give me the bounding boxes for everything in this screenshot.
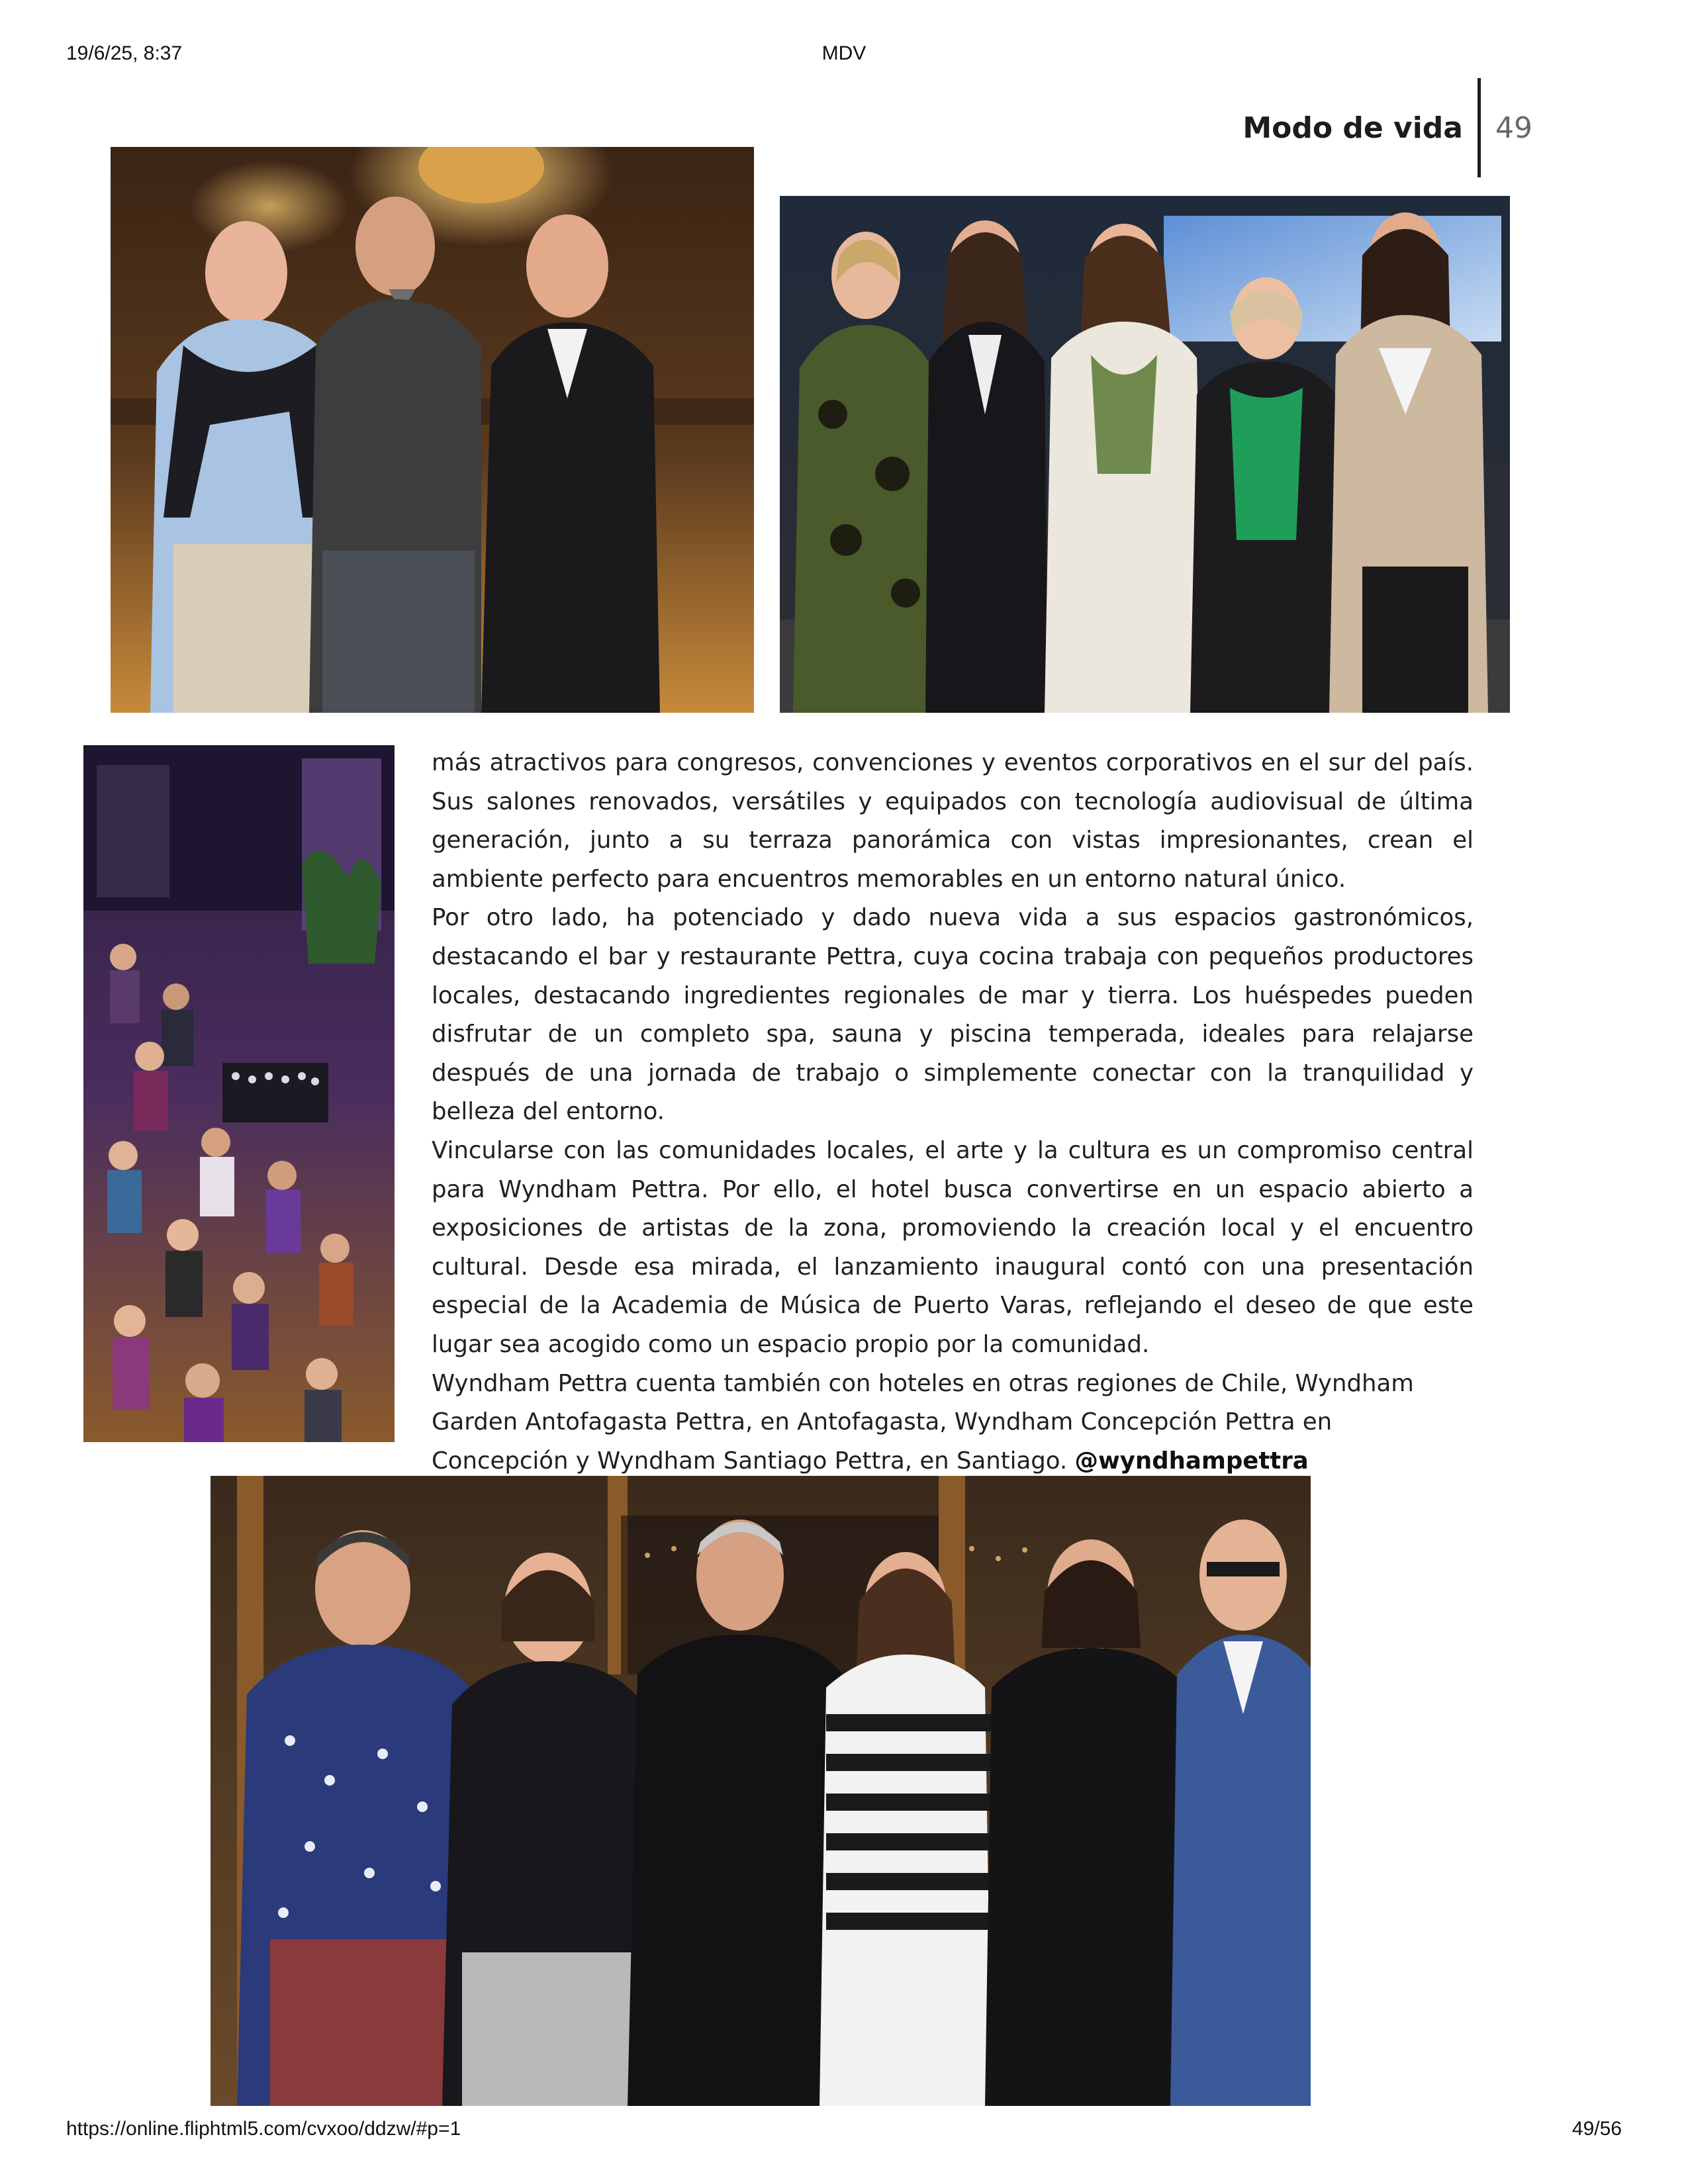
photo-event-crowd [83,745,395,1442]
article-closing-text: Wyndham Pettra cuenta también con hoteles en otras regiones de Chile, Wyndham Garden Antofagasta Pettra, en Antofagasta, Wyndham Concepción Pettra en Concepción y Wyndham Santiago Pettra, en Santiago. [432,1369,1414,1475]
browser-datetime: 19/6/25, 8:37 [66,42,183,64]
header-divider [1477,78,1481,177]
article-paragraph: Por otro lado, ha potenciado y dado nueva vida a sus espacios gastronómicos, destacando el bar y restaurante Pettra, cuya cocina trabaja con pequeños productores locales, destacando ingredientes regionales de mar y tierra. Los huéspedes pueden disfrutar de un completo spa, sauna y piscina temperada, ideales para relajarse después de una jornada de trabajo o simplemente conectar con la tranquilidad y belleza del entorno. [432,904,1474,1126]
page-number: 49 [1495,111,1532,145]
article-body [432,744,1474,1480]
section-title: Modo de vida [1243,111,1463,145]
article-paragraph: Vincularse con las comunidades locales, el arte y la cultura es un compromiso central para Wyndham Pettra. Por ello, el hotel busca convertirse en un espacio abierto a exposiciones de artistas de la zona, promoviendo la creación local y el encuentro cultural. Desde esa mirada, el lanzamiento inaugural contó con una presentación especial de la Academia de Música de Puerto Varas, reflejando el deseo de que este lugar sea acogido como un espacio propio por la comunidad. [432,1136,1474,1358]
browser-page-title: MDV [821,42,867,64]
instagram-handle: @wyndhampettra [1074,1447,1309,1475]
browser-page-count: 49/56 [1571,2118,1622,2140]
browser-url: https://online.fliphtml5.com/cvxoo/ddzw/#p=1 [66,2118,461,2140]
article-paragraph: más atractivos para congresos, convenciones y eventos corporativos en el sur del país. Sus salones renovados, versátiles y equipados con tecnología audiovisual de última generación, junto a su terraza panorámica con vistas impresionantes, crean el ambiente perfecto para encuentros memorables en un entorno natural único. [432,749,1474,893]
photo-five-women [780,196,1510,713]
photo-group-of-six [211,1476,1311,2106]
article-closing-paragraph [432,1365,1474,1481]
section-header [1243,78,1532,177]
photo-three-men [111,147,754,713]
